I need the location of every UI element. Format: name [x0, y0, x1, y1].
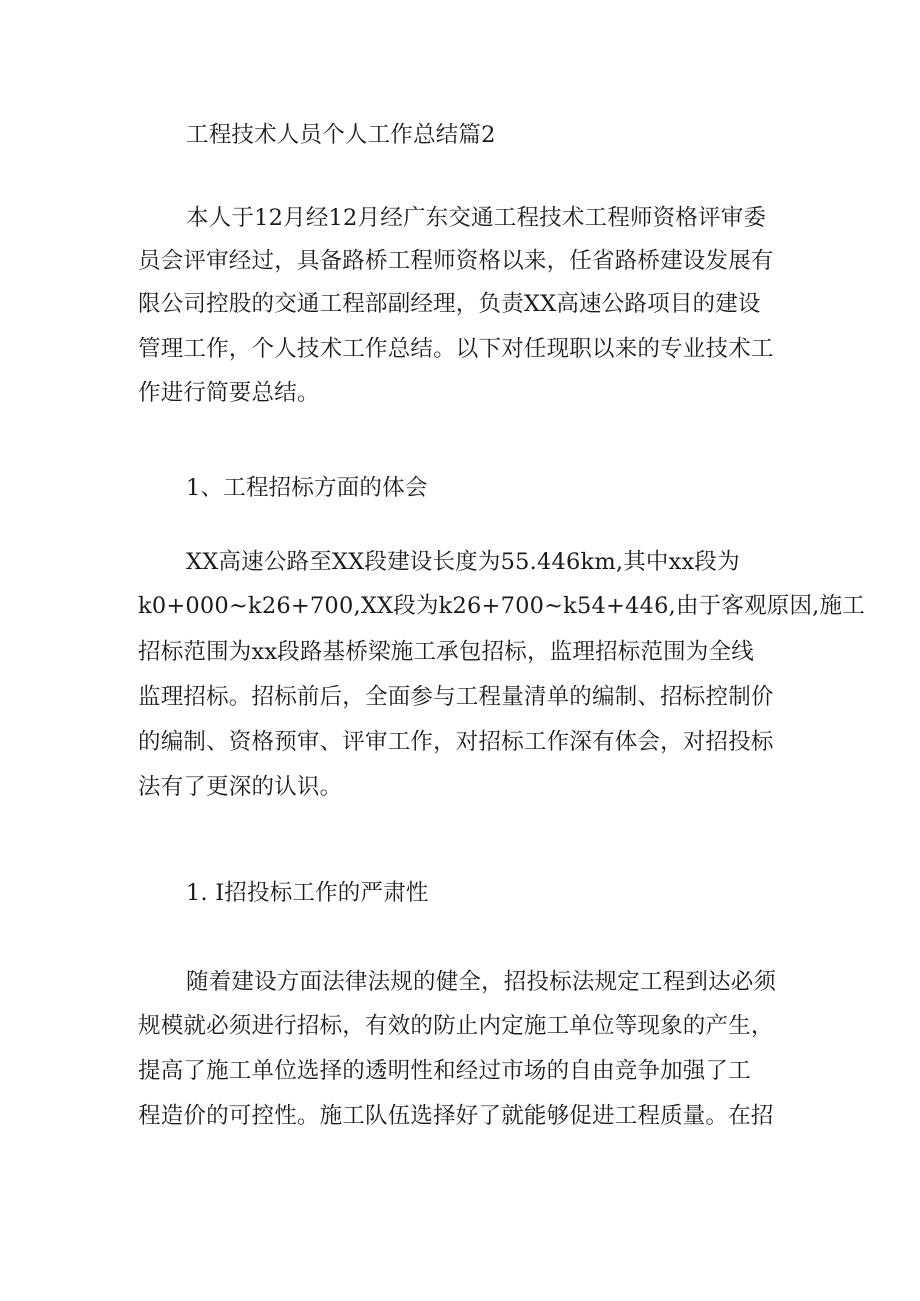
paragraph-3-line-2: 规模就必须进行招标，有效的防止内定施工单位等现象的产生，: [138, 1013, 774, 1039]
paragraph-2-line-5: 的编制、资格预审、评审工作，对招标工作深有体会，对招投标: [138, 729, 774, 755]
paragraph-1-line-2: 员会评审经过，具备路桥工程师资格以来，任省路桥建设发展有: [138, 248, 774, 274]
paragraph-3-line-3: 提高了施工单位选择的透明性和经过市场的自由竞争加强了工: [138, 1058, 751, 1084]
paragraph-2-line-6: 法有了更深的认识。: [138, 774, 343, 800]
paragraph-1-line-3: 限公司控股的交通工程部副经理，负责XX高速公路项目的建设: [138, 291, 761, 317]
section-1-heading: 1、工程招标方面的体会: [186, 475, 428, 501]
paragraph-2-line-4: 监理招标。招标前后，全面参与工程量清单的编制、招标控制价: [138, 684, 774, 710]
paragraph-2-line-3: 招标范围为xx段路基桥梁施工承包招标，监理招标范围为全线: [138, 639, 754, 665]
paragraph-1-line-1: 本人于12月经12月经广东交通工程技术工程师资格评审委: [186, 205, 767, 231]
document-title: 工程技术人员个人工作总结篇2: [186, 122, 496, 148]
section-1-1-heading: 1. I招投标工作的严肃性: [186, 880, 429, 906]
paragraph-3-line-1: 随着建设方面法律法规的健全，招投标法规定工程到达必须: [186, 969, 777, 995]
paragraph-2-line-2: k0+000~k26+700,XX段为k26+700~k54+446,由于客观原因,施工: [138, 593, 865, 619]
paragraph-3-line-4: 程造价的可控性。施工队伍选择好了就能够促进工程质量。在招: [138, 1103, 774, 1129]
paragraph-2-line-1: XX高速公路至XX段建设长度为55.446km,其中xx段为: [186, 549, 740, 575]
paragraph-1-line-5: 作进行简要总结。: [138, 380, 320, 406]
paragraph-1-line-4: 管理工作，个人技术工作总结。以下对任现职以来的专业技术工: [138, 336, 774, 362]
